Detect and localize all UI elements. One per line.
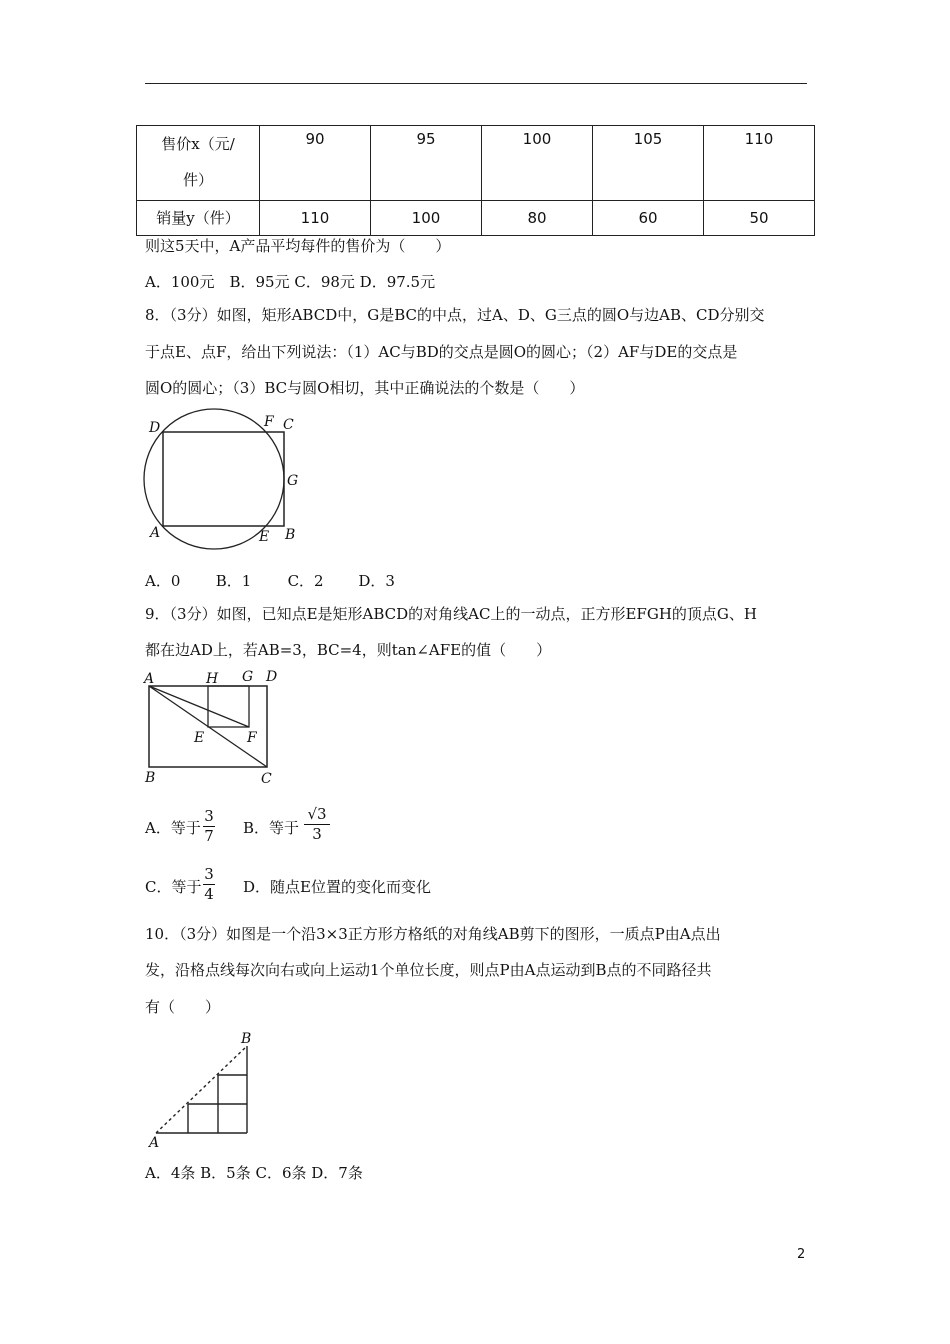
table-row-price [137,126,815,201]
q8-option-b: B．1 [215,572,252,590]
q8-options [145,570,395,591]
label-c: C [261,771,272,787]
label-h: H [206,671,219,687]
q9-option-b-fraction [304,806,330,843]
label-c: C [283,417,294,433]
q9-line1: 9．（3分）如图，已知点E是矩形ABCD的对角线AC上的一动点，正方形EFGH的顶点G、H [145,605,757,623]
square-efgh [208,686,249,727]
label-b: B [241,1031,252,1047]
circle-o [144,409,284,549]
table-cell: 100 [482,126,593,201]
diagonal-ab [156,1046,247,1133]
q9-option-a-fraction [203,808,215,845]
fraction-numerator: 3 [204,865,214,883]
q9-figure [140,668,290,788]
label-g: G [242,669,254,685]
q9-option-a-prefix: A．等于 [145,819,201,837]
fraction-numerator: 3 [204,807,214,825]
table-cell-sales-label: 销量y（件） [137,201,260,236]
label-f: F [247,730,257,746]
table-cell: 50 [704,201,815,236]
label-a: A [150,525,161,541]
label-b: B [145,770,156,786]
rectangle-abcd [163,432,284,526]
q9-line2: 都在边AD上，若AB=3，BC=4，则tan∠AFE的值（ ） [145,641,552,659]
q8-option-a: A．0 [145,572,181,590]
label-e: E [259,529,270,545]
price-label-line2: 件） [182,171,213,189]
q8-option-c: C．2 [287,572,324,590]
table-cell: 100 [371,201,482,236]
q8-line1: 8．（3分）如图，矩形ABCD中，G是BC的中点，过A、D、G三点的圆O与边AB、CD分别交 [145,306,765,324]
label-b: B [285,527,296,543]
price-label-line1: 售价x（元/ [161,135,235,153]
q10-options: A．4条 B．5条 C．6条 D．7条 [145,1164,363,1182]
fraction-denominator: 3 [312,825,322,843]
page-number: 2 [797,1247,806,1262]
q8-line2: 于点E、点F，给出下列说法：（1）AC与BD的交点是圆O的圆心；（2）AF与DE的交点是 [145,343,738,361]
header-rule [145,83,807,84]
q8-option-d: D．3 [358,572,395,590]
fraction-denominator: 4 [204,885,214,903]
q9-option-c-prefix: C．等于 [145,878,202,896]
label-f: F [264,414,274,430]
q8-figure [140,405,310,555]
table-cell: 60 [593,201,704,236]
table-cell: 105 [593,126,704,201]
label-d: D [266,669,278,685]
label-d: D [149,420,161,436]
q9-option-d: D．随点E位置的变化而变化 [243,878,431,896]
table-cell: 110 [704,126,815,201]
q10-line2: 发，沿格点线每次向右或向上运动1个单位长度，则点P由A点运动到B点的不同路径共 [145,961,712,979]
table-cell-price-label [137,126,260,201]
q10-line3: 有（ ） [145,998,221,1016]
table-cell: 95 [371,126,482,201]
price-sales-table [136,125,815,236]
q7-question: 则这5天中，A产品平均每件的售价为（ ） [145,237,451,255]
q9-option-b-prefix: B．等于 [243,819,300,837]
q10-line1: 10．（3分）如图是一个沿3×3正方形方格纸的对角线AB剪下的图形，一质点P由A点出 [145,925,721,943]
q10-figure [140,1028,265,1153]
table-cell: 90 [260,126,371,201]
q8-line3: 圆O的圆心；（3）BC与圆O相切，其中正确说法的个数是（ ） [145,379,585,397]
label-a: A [149,1135,160,1151]
label-e: E [194,730,205,746]
table-cell: 110 [260,201,371,236]
q7-options: A．100元 B．95元 C．98元 D．97.5元 [145,273,436,291]
fraction-denominator: 7 [204,827,214,845]
table-cell: 80 [482,201,593,236]
table-row-sales [137,201,815,236]
fraction-numerator: √3 [307,805,327,823]
label-a: A [144,671,155,687]
q9-option-c-fraction [203,866,215,903]
label-g: G [287,473,299,489]
